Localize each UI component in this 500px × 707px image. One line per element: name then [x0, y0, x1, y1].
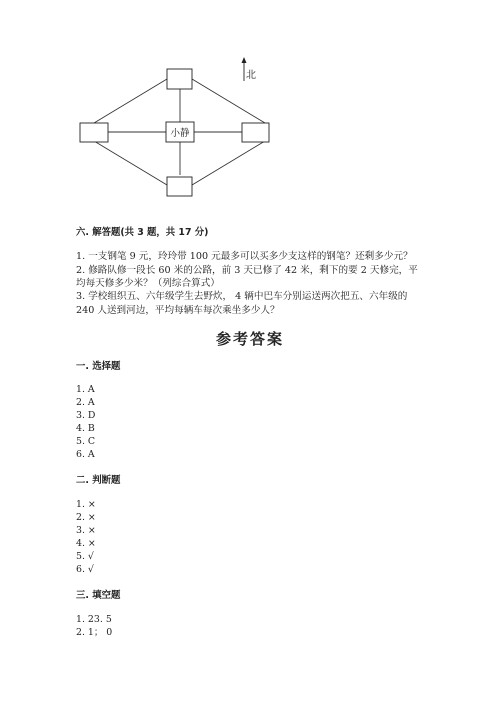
box-south	[167, 177, 192, 196]
north-label: 北	[246, 70, 256, 81]
question-line: 1. 一支钢笔 9 元，玲玲带 100 元最多可以买多少支这样的钢笔？还剩多少元？	[76, 251, 413, 262]
question-line: 240 人送到河边，平均每辆车每次乘坐多少人？	[76, 305, 280, 316]
answer-item: 2. ×	[76, 512, 96, 523]
box-north	[167, 69, 192, 89]
answer-key-title: 参考答案	[215, 330, 284, 348]
answer-item: 4. ×	[76, 538, 96, 549]
answer-item: 4. B	[76, 423, 95, 434]
question-line: 2. 修路队修一段长 60 米的公路，前 3 天已修了 42 米，剩下的要 2 天修完，平	[76, 265, 418, 276]
center-label: 小静	[170, 128, 190, 139]
line-east-south	[192, 141, 265, 185]
direction-diagram	[70, 55, 290, 205]
answer-item: 2. 1； 0	[76, 627, 113, 638]
answer-item: 5. √	[76, 551, 94, 562]
answer-item: 1. A	[76, 384, 95, 395]
answer-item: 2. A	[76, 397, 95, 408]
answer-section-title: 二. 判断题	[76, 475, 121, 486]
answer-item: 3. D	[76, 410, 96, 421]
line-north-west	[94, 79, 167, 123]
answer-item: 5. C	[76, 436, 96, 447]
answer-item: 3. ×	[76, 525, 96, 536]
answer-item: 1. 23. 5	[76, 614, 112, 625]
answer-item: 1. ×	[76, 499, 96, 510]
box-west	[80, 123, 108, 142]
answer-section-title: 一. 选择题	[76, 361, 121, 372]
line-north-east	[192, 79, 265, 123]
north-arrowhead-icon	[242, 57, 247, 63]
question-line: 3. 学校组织五、六年级学生去野炊， 4 辆中巴车分别运送两次把五、六年级的	[76, 291, 408, 302]
question-line: 均每天修多少米？（列综合算式）	[76, 278, 220, 289]
answer-section-title: 三. 填空题	[76, 590, 121, 601]
answer-item: 6. A	[76, 449, 95, 460]
answer-item: 6. √	[76, 564, 94, 575]
line-west-south	[94, 141, 167, 185]
section-6-title: 六. 解答题(共 3 题，共 17 分)	[76, 227, 209, 238]
box-east	[242, 123, 269, 142]
